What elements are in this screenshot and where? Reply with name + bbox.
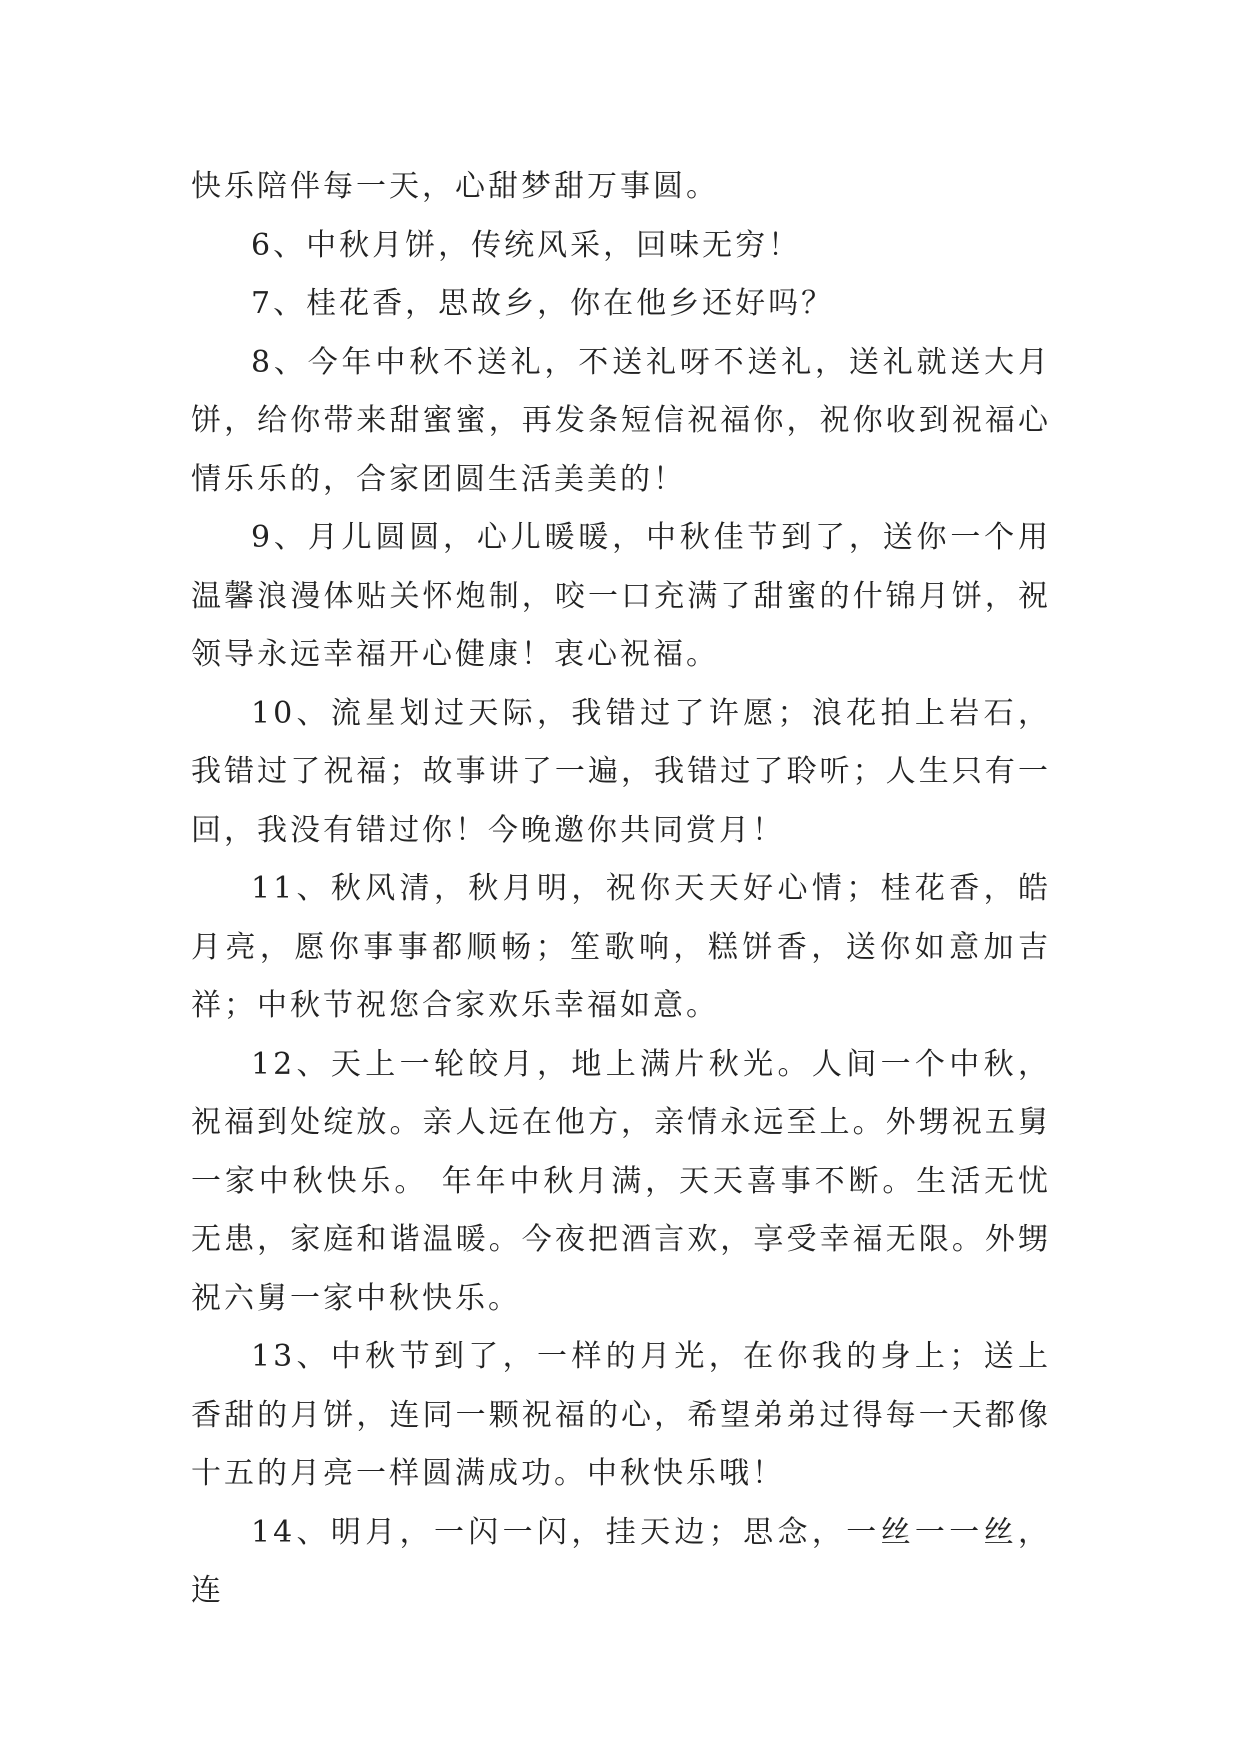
paragraph-2: 6、中秋月饼，传统风采，回味无穷！: [251, 227, 802, 263]
paragraph-8: 12、天上一轮皎月，地上满片秋光。人间一个中秋，祝福到处绽放。亲人远在他方，亲情永远至上。外甥祝五舅一家中秋快乐。 年年中秋月满，天天喜事不断。生活无忧无患，家庭和谐温暖。今夜把酒言欢，享受幸福无限。外甥祝六舅一家中秋快乐。: [191, 1046, 1051, 1316]
paragraph-3: 7、桂花香，思故乡，你在他乡还好吗？: [251, 286, 835, 321]
paragraph-7: 11、秋风清，秋月明，祝你天天好心情；桂花香，皓月亮，愿你事事都顺畅；笙歌响，糕饼香，送你如意加吉祥；中秋节祝您合家欢乐幸福如意。: [191, 871, 1051, 1023]
paragraph-9: 13、中秋节到了，一样的月光，在你我的身上；送上香甜的月饼，连同一颗祝福的心，希望弟弟过得每一天都像十五的月亮一样圆满成功。中秋快乐哦！: [191, 1339, 1051, 1491]
paragraph-5: 9、月儿圆圆，心儿暖暖，中秋佳节到了，送你一个用温馨浪漫体贴关怀炮制，咬一口充满了甜蜜的什锦月饼，祝领导永远幸福开心健康！衷心祝福。: [191, 520, 1051, 672]
paragraph-10: 14、明月，一闪一闪，挂天边；思念，一丝一一丝，连: [191, 1514, 1051, 1608]
paragraph-1: 快乐陪伴每一天，心甜梦甜万事圆。: [191, 169, 719, 204]
document-body: [191, 158, 1051, 1621]
paragraph-4: 8、今年中秋不送礼，不送礼呀不送礼，送礼就送大月饼，给你带来甜蜜蜜，再发条短信祝福你，祝你收到祝福心情乐乐的，合家团圆生活美美的！: [191, 344, 1051, 497]
paragraph-6: 10、流星划过天际，我错过了许愿；浪花拍上岩石，我错过了祝福；故事讲了一遍，我错过了聆听；人生只有一回，我没有错过你！今晚邀你共同赏月！: [191, 695, 1051, 848]
